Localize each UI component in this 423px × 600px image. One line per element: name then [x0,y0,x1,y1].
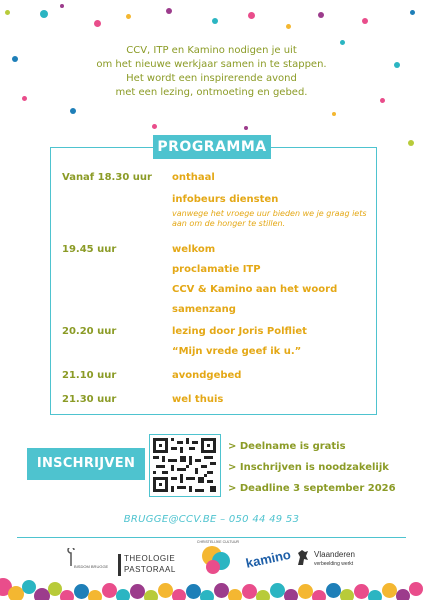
row-item: CCV & Kamino aan het woord [172,284,338,295]
logo-text: kamino [244,546,293,571]
logo-text: BISDOM BRUGGE [74,564,109,569]
qr-code-icon [153,438,216,492]
programma-title: PROGRAMMA [153,135,271,159]
inschrijven-bullets [228,436,396,499]
row-item: avondgebed [172,370,242,381]
row-item: infobeurs diensten [172,194,279,205]
bullet-item: > Inschrijven is noodzakelijk [228,462,389,473]
row-item: wel thuis [172,394,224,405]
intro-text [40,44,383,100]
logo-itp [118,554,188,580]
row-item: samenzang [172,304,236,315]
logo-kamino [246,542,294,582]
contact-info[interactable]: BRUGGE@CCV.BE – 050 44 49 53 [123,514,300,525]
row-item: onthaal [172,172,215,183]
logo-bisdom-brugge [60,548,110,574]
logo-text: Vlaanderen [314,550,355,559]
logo-text: CHRISTELIJKE CULTUUR [196,540,240,544]
row-time: 21.30 uur [62,394,117,405]
divider [17,537,406,538]
row-item: “Mijn vrede geef ik u.” [172,346,302,357]
row-time: 19.45 uur [62,244,117,255]
intro-line: om het nieuwe werkjaar samen in te stappen. [96,59,327,70]
lion-icon [296,548,310,566]
qr-code[interactable] [149,434,221,497]
logo-text: PASTORAAL [124,565,176,574]
logo-vlaanderen [296,548,386,574]
row-time: Vanaf 18.30 uur [62,172,152,183]
row-item: proclamatie ITP [172,264,261,275]
row-time: 20.20 uur [62,326,117,337]
row-time: 21.10 uur [62,370,117,381]
inschrijven-banner: INSCHRIJVEN [27,448,145,480]
logo-text: THEOLOGIE [124,554,176,563]
row-note: vanwege het vroege uur bieden we je graag iets aan om de honger te stillen. [172,209,367,228]
intro-line: CCV, ITP en Kamino nodigen je uit [126,45,297,56]
bullet-item: > Deadline 3 september 2026 [228,483,396,494]
logo-ccv [194,540,242,580]
bullet-item: > Deelname is gratis [228,441,346,452]
intro-line: Het wordt een inspirerende avond [126,73,297,84]
intro-line: met een lezing, ontmoeting en gebed. [115,87,308,98]
row-item: lezing door Joris Polfliet [172,326,307,337]
row-item: welkom [172,244,216,255]
logo-text: verbeelding werkt [314,561,354,567]
